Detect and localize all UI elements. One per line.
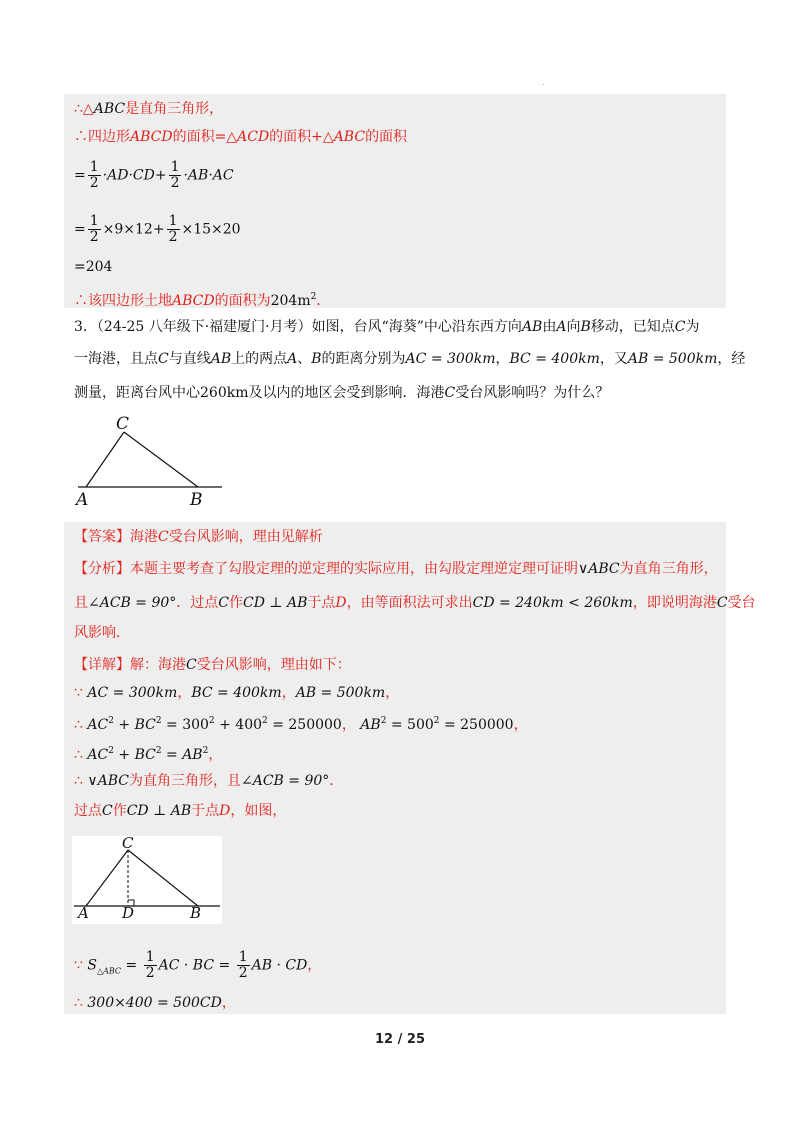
solution-block-previous xyxy=(64,94,726,308)
analysis-line-1: 【分析】本题主要考查了勾股定理的逆定理的实际应用，由勾股定理逆定理可证明∨ABC为直角三角形， xyxy=(74,561,718,577)
detail-line-4: ∴ $AC^2 + BC^2 = AB^2$， xyxy=(74,746,223,763)
sol-line-2: ∴四边形ABCD的面积=△ACD的面积+△ABC的面积 xyxy=(74,129,408,145)
fig2-label-b: B xyxy=(190,904,202,922)
q3-line-2: 一海港，且点C与直线AB上的两点A、B的距离分别为AC = 300km，BC = 400km，又AB = 500km，经 xyxy=(74,351,746,367)
figure-triangle-abc xyxy=(70,412,230,512)
fig2-label-d: D xyxy=(122,904,135,922)
segment-bc xyxy=(128,850,198,906)
segment-ac xyxy=(86,850,128,906)
analysis-line-3: 风影响． xyxy=(74,625,130,641)
q3-line-3: 测量，距离台风中心260km及以内的地区会受到影响．海港C受台风影响吗？为什么？ xyxy=(74,385,610,401)
sol-line-6: ∴该四边形土地ABCD的面积为$204m^2$． xyxy=(74,292,331,309)
sol-line-1: ∴△ABC是直角三角形， xyxy=(74,101,224,117)
analysis-tag: 【分析】 xyxy=(74,561,130,577)
detail-tag: 【详解】 xyxy=(74,657,130,673)
fig1-label-a: A xyxy=(76,490,89,510)
detail-line-1: 【详解】解：海港C受台风影响，理由如下： xyxy=(74,657,351,673)
answer-line: 【答案】海港C受台风影响，理由见解析 xyxy=(74,529,323,545)
segment-bc xyxy=(124,432,198,487)
detail-line-7: ∵ $S_{\triangle ABC}$ = $\frac{1}{2}$ AC · BC = $\frac{1}{2}$ AB · CD， xyxy=(74,949,322,981)
segment-ac xyxy=(86,432,124,487)
fig1-label-b: B xyxy=(190,490,203,510)
detail-line-5: ∴ ∨ABC为直角三角形，且∠ACB = 90°． xyxy=(74,773,344,789)
fig2-label-a: A xyxy=(78,904,89,922)
sol-line-5: =204 xyxy=(74,259,113,275)
detail-line-3: ∴ $AC^2 + BC^2 = 300^2 + 400^2 = 250000$， $AB^2 = 500^2 = 250000$， xyxy=(74,716,528,733)
fig2-label-c: C xyxy=(122,834,134,852)
page-number: 12 / 25 xyxy=(375,1032,425,1047)
detail-line-8: ∴ 300×400 = 500CD， xyxy=(74,995,236,1011)
answer-tag: 【答案】 xyxy=(74,529,130,545)
sol-line-3: = $\frac{1}{2}$ ·AD·CD+ $\frac{1}{2}$ ·AB·AC xyxy=(74,159,234,191)
fig1-label-c: C xyxy=(116,414,130,434)
page-mark: . xyxy=(542,78,545,87)
analysis-line-2: 且∠ACB = 90°．过点C作CD ⊥ AB于点D，由等面积法可求出CD = 240km < 260km，即说明海港C受台 xyxy=(74,595,756,611)
sol-line-4: = $\frac{1}{2}$ ×9×12+ $\frac{1}{2}$ ×15×20 xyxy=(74,213,241,245)
q3-line-1: 3．（24-25 八年级下·福建厦门·月考）如图，台风“海葵”中心沿东西方向AB由A向B移动，已知点C为 xyxy=(74,319,700,335)
detail-line-2: ∵ AC = 300km，BC = 400km，AB = 500km， xyxy=(74,685,400,701)
detail-line-6: 过点C作CD ⊥ AB于点D，如图， xyxy=(74,803,287,819)
